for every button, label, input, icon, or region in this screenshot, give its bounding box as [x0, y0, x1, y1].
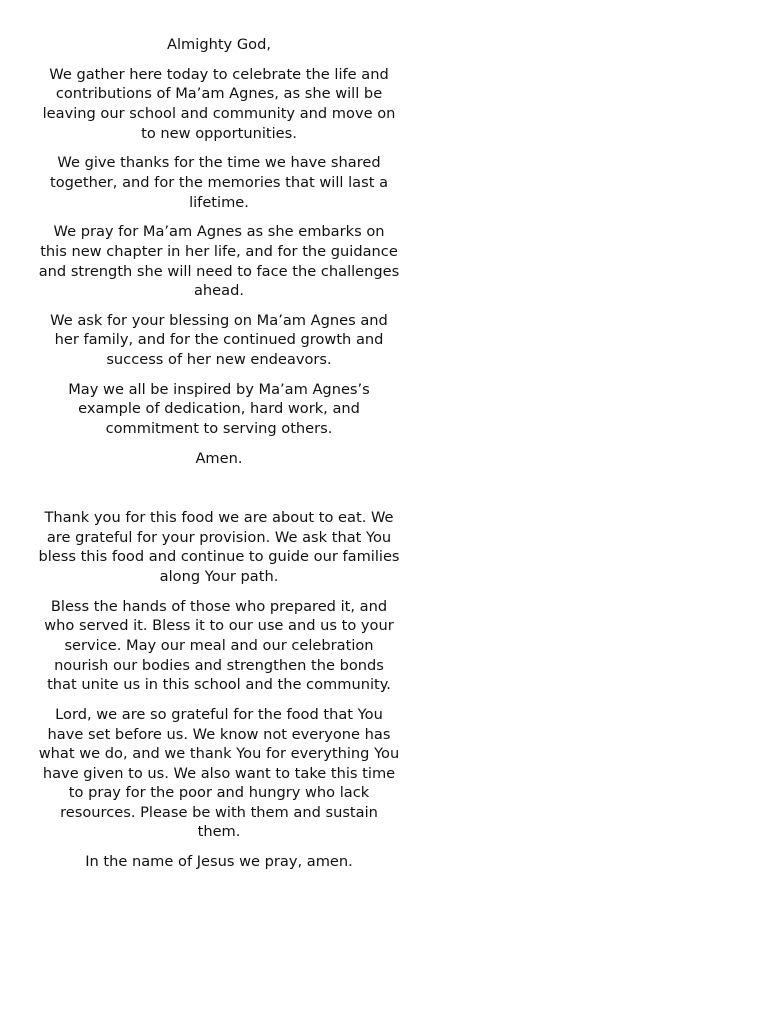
prayer-paragraph: We gather here today to celebrate the life and contributions of Ma’am Agnes, as she will be leaving our school and community and move on to new opportunities.: [42, 65, 396, 142]
prayer-paragraph: Lord, we are so grateful for the food that You have set before us. We know not everyone has what we do, and we thank You for everything You have given to us. We also want to take this time to pray for the poor and hungry who lack resources. Please be with them and sustain them.: [38, 705, 400, 841]
prayer-paragraph: Bless the hands of those who prepared it, and who served it. Bless it to our use and us to your service. May our meal and our celebration nourish our bodies and strengthen the bonds that unite us in this school and the community.: [44, 597, 394, 694]
section-spacer: [38, 479, 400, 509]
farewell-prayer: [38, 35, 400, 468]
prayer-greeting: Almighty God,: [167, 36, 271, 53]
prayer-paragraph: May we all be inspired by Ma’am Agnes’s example of dedication, hard work, and commitment to serving others.: [68, 380, 370, 438]
prayer-paragraph: We pray for Ma’am Agnes as she embarks on this new chapter in her life, and for the guidance and strength she will need to face the challenges ahead.: [38, 223, 400, 300]
meal-prayer: [38, 508, 400, 872]
prayer-closing: In the name of Jesus we pray, amen.: [85, 853, 353, 871]
prayer-paragraph: We ask for your blessing on Ma’am Agnes and her family, and for the continued growth and success of her new endeavors.: [50, 311, 388, 369]
prayer-paragraph: We give thanks for the time we have shared together, and for the memories that will last a lifetime.: [49, 154, 389, 211]
prayer-closing: Amen.: [195, 449, 243, 467]
prayer-paragraph: Thank you for this food we are about to eat. We are grateful for your provision. We ask that You bless this food and continue to guide our families along Your path.: [38, 509, 400, 585]
document-page: [38, 35, 400, 882]
